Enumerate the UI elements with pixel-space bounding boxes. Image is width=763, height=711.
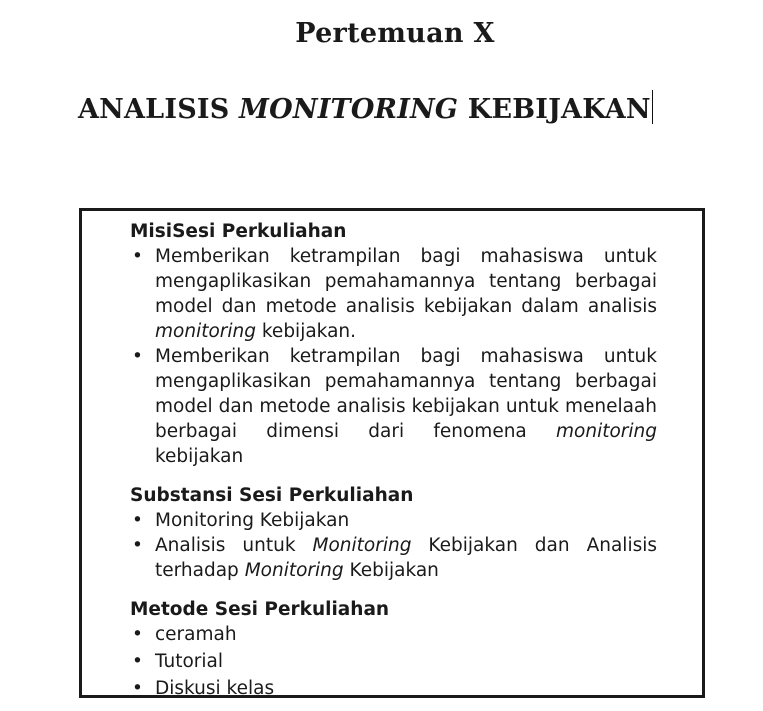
list-item (130, 244, 657, 344)
item-italic: monitoring (155, 321, 256, 342)
item-text: Kebijakan dan Analisis terhadap (155, 535, 657, 581)
item-text: Kebijakan (343, 560, 439, 581)
list-item (130, 344, 657, 469)
item-text: Memberikan ketrampilan bagi mahasiswa untuk mengaplikasikan pemahamannya tentang berbagai model dan metode analisis kebijakan untuk menelaah berbagai dimensi dari fenomena (155, 346, 657, 442)
list-item (130, 622, 657, 647)
metode-list (130, 622, 657, 701)
session-box-content (130, 219, 657, 703)
section-title-substansi: Substansi Sesi Perkuliahan (130, 485, 414, 506)
subtitle-part2: KEBIJAKAN (458, 94, 651, 125)
misi-list (130, 244, 657, 469)
item-text: Monitoring Kebijakan (155, 510, 350, 531)
page-subtitle (78, 90, 653, 125)
text-cursor (652, 90, 654, 124)
section-title-misi: MisiSesi Perkuliahan (130, 221, 347, 242)
item-italic: Monitoring (312, 535, 412, 556)
session-box (79, 208, 705, 698)
subtitle-italic: MONITORING (239, 94, 459, 125)
section-title-metode: Metode Sesi Perkuliahan (130, 599, 390, 620)
list-item (130, 533, 657, 583)
page-title: Pertemuan X (295, 18, 495, 49)
list-item (130, 676, 657, 701)
item-text: Analisis untuk (155, 535, 313, 556)
item-text: Diskusi kelas (155, 678, 275, 699)
list-item (130, 508, 657, 533)
item-text: ceramah (155, 624, 237, 645)
item-italic: monitoring (556, 421, 657, 442)
list-item (130, 649, 657, 674)
item-text: Tutorial (155, 651, 224, 672)
item-italic: Monitoring (244, 560, 344, 581)
item-text: Memberikan ketrampilan bagi mahasiswa untuk mengaplikasikan pemahamannya tentang berbagai model dan metode analisis kebijakan dalam analisis (155, 246, 657, 317)
substansi-list (130, 508, 657, 583)
subtitle-part1: ANALISIS (78, 94, 240, 125)
item-text: kebijakan (155, 446, 244, 467)
item-text: kebijakan. (256, 321, 357, 342)
